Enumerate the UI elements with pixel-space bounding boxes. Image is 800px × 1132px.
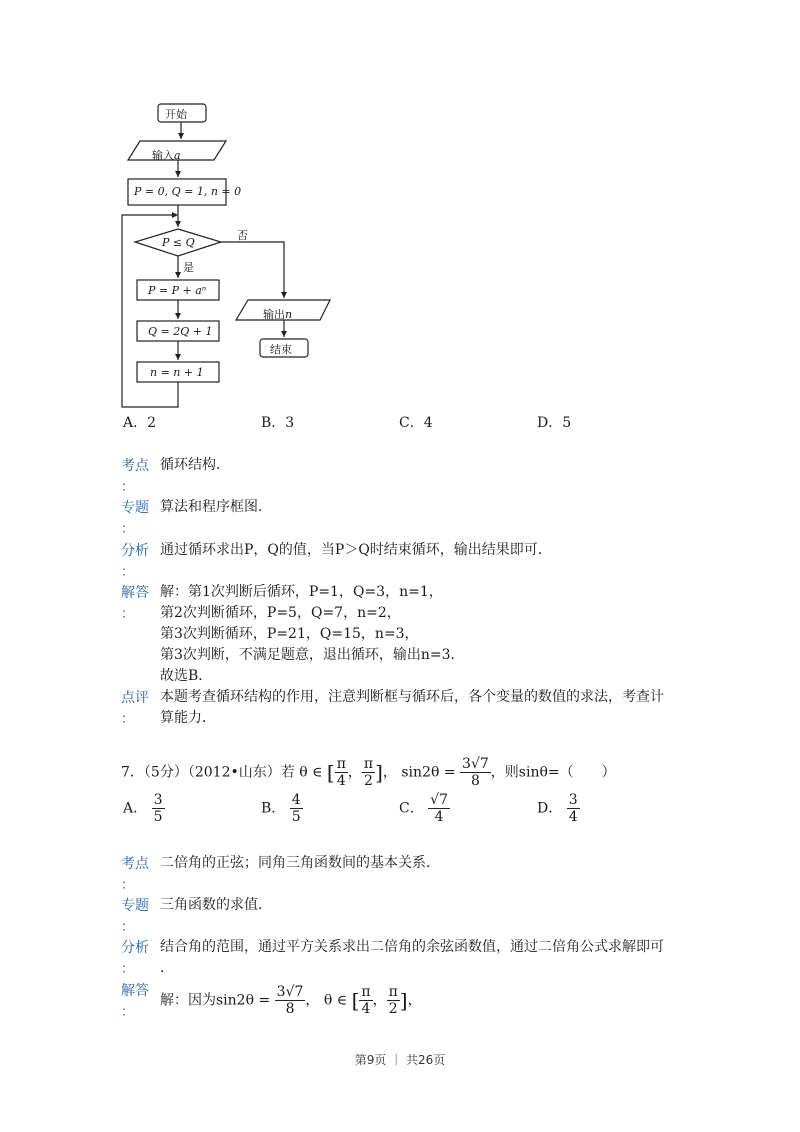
option-letter: A． [123, 415, 148, 431]
flowchart-yes-label: 是 [183, 261, 194, 274]
jieda-line: 第3次判断循环，P=21，Q=15，n=3， [160, 626, 419, 642]
comma: ， [347, 764, 362, 781]
option-letter: D． [537, 800, 563, 817]
jieda-line: 第2次判断循环，P=5，Q=7，n=2， [160, 605, 401, 621]
fraction: $\frac{3}{4}$ [568, 792, 578, 825]
colon: ： [121, 565, 135, 580]
q7-source: （2012•山东） [187, 764, 281, 781]
flowchart-output-label [263, 303, 292, 322]
jieda-label: 解答 [121, 585, 149, 601]
q7-ruo: 若 [280, 764, 295, 781]
jieda-line: 故选B． [160, 668, 213, 684]
kaodian-text: 循环结构． [160, 457, 230, 473]
fraction: $\frac{\pi}{4}$ [336, 756, 346, 789]
fenxi-line: 结合角的范围，通过平方关系求出二倍角的余弦函数值，通过二倍角公式求解即可 [160, 939, 664, 955]
option-letter: C． [399, 800, 424, 817]
flowchart-init-label: P = 0, Q = 1, n = 0 [134, 185, 242, 198]
zhuanti-text: 算法和程序框图． [160, 499, 272, 515]
q6-option-a [123, 413, 156, 433]
flowchart-input-var: a [174, 149, 181, 162]
zhuanti-label: 专题 [121, 500, 149, 516]
flowchart-step2-label: Q = 2Q + 1 [148, 325, 213, 338]
q6-option-b [261, 413, 294, 433]
q6-option-d [537, 413, 571, 433]
fraction: $\frac{3√7}{8}$ [462, 756, 489, 789]
kaodian-label: 考点 [121, 458, 149, 474]
left-bracket: [ [351, 988, 360, 1013]
comma: ， [305, 992, 320, 1009]
zhuanti-label: 专题 [121, 898, 149, 914]
q7-option-d [537, 792, 580, 825]
dianping-line: 算能力． [160, 710, 216, 726]
flowchart-condition-label: P ≤ Q [162, 236, 195, 249]
colon: ： [121, 522, 135, 537]
option-value: 4 [423, 415, 433, 431]
kaodian-text: 二倍角的正弦；同角三角函数间的基本关系． [160, 855, 440, 871]
flowchart-step1-label: P = P + aⁿ [148, 284, 207, 297]
jieda-prefix: 解：因为 [160, 992, 216, 1009]
jieda-line: 解：第1次判断后循环，P=1，Q=3，n=1， [160, 584, 443, 600]
q6-option-c [399, 413, 433, 433]
flowchart-start-label: 开始 [165, 108, 187, 121]
fraction: $\frac{√7}{4}$ [430, 792, 448, 825]
flowchart-output-var: n [285, 308, 293, 321]
left-bracket: [ [326, 760, 335, 785]
option-value: 2 [147, 415, 157, 431]
q7-stem [121, 756, 616, 789]
q7-sin2: sin2θ = [401, 764, 456, 781]
comma: ， [372, 992, 387, 1009]
fenxi-text: 通过循环求出P，Q的值，当P＞Q时结束循环，输出结果即可． [160, 542, 552, 558]
dianping-line: 本题考查循环结构的作用，注意判断框与循环后，各个变量的数值的求法，考查计 [160, 689, 664, 705]
fraction: $\frac{4}{5}$ [291, 792, 301, 825]
q7-sin2: sin2θ = [216, 992, 271, 1009]
fenxi-line: ． [160, 960, 174, 976]
option-value: 5 [562, 415, 572, 431]
flowchart-no-label: 否 [237, 229, 248, 242]
option-letter: A． [123, 800, 148, 817]
right-bracket: ] [375, 760, 383, 785]
fraction: $\frac{\pi}{4}$ [361, 984, 371, 1017]
q7-score: （5分） [143, 764, 188, 781]
q7-number: 7． [121, 764, 144, 781]
option-letter: B． [261, 415, 286, 431]
fenxi-label: 分析 [121, 940, 149, 956]
q7-option-b [261, 792, 303, 825]
page-footer: 第9页 ｜ 共26页 [354, 1053, 446, 1067]
flowchart-output-text: 输出 [263, 308, 285, 321]
q7-option-c [399, 792, 450, 825]
fraction: $\frac{\pi}{2}$ [363, 756, 374, 789]
q7-jieda-line [160, 984, 422, 1017]
flowchart-step3-label: n = n + 1 [150, 366, 204, 379]
flowchart-input-label [152, 144, 181, 163]
zhuanti-text: 三角函数的求值． [160, 897, 272, 913]
option-value: 3 [285, 415, 295, 431]
jieda-line: 第3次判断，不满足题意，退出循环，输出n=3． [160, 647, 465, 663]
right-bracket: ] [399, 988, 408, 1013]
colon: ： [121, 1005, 135, 1020]
q7-theta-in: θ ∈ [323, 992, 348, 1009]
fraction: $\frac{3√7}{8}$ [276, 984, 304, 1017]
dianping-label: 点评 [121, 690, 149, 706]
comma: ， [382, 764, 397, 781]
fraction: $\frac{\pi}{2}$ [388, 984, 398, 1017]
flowchart [0, 0, 800, 420]
option-letter: B． [261, 800, 286, 817]
jieda-label: 解答 [121, 983, 149, 999]
kaodian-label: 考点 [121, 856, 149, 872]
colon: ： [121, 920, 135, 935]
fenxi-label: 分析 [121, 543, 149, 559]
colon: ： [121, 480, 135, 495]
colon: ： [121, 607, 135, 622]
colon: ： [121, 962, 135, 977]
colon: ： [121, 712, 135, 727]
flowchart-end-label: 结束 [270, 343, 292, 356]
option-letter: D． [537, 415, 563, 431]
q7-option-a [123, 792, 165, 825]
fraction: $\frac{3}{5}$ [153, 792, 163, 825]
comma: ， [407, 992, 422, 1009]
q7-ask: ，则sinθ=（ ） [490, 764, 616, 781]
q7-theta-in: θ ∈ [299, 764, 323, 781]
option-letter: C． [399, 415, 424, 431]
flowchart-input-text: 输入 [152, 149, 174, 162]
colon: ： [121, 878, 135, 893]
